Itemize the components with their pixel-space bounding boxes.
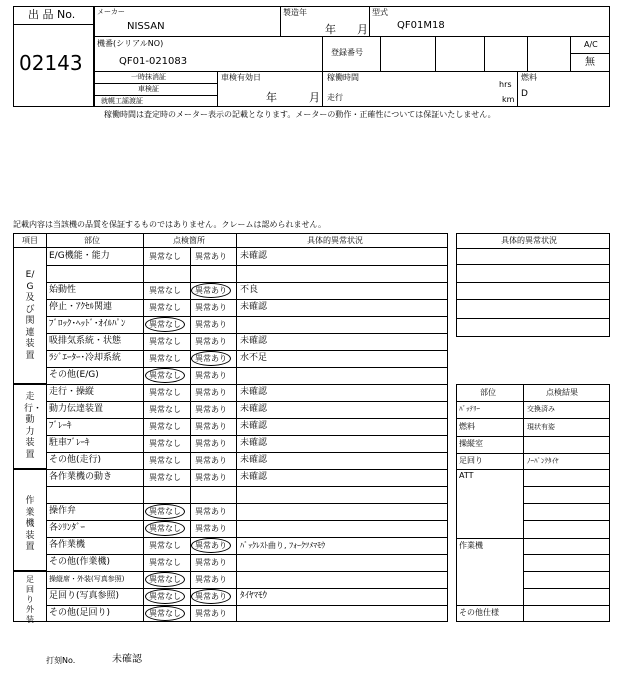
- fuel-row-label: 燃料: [459, 422, 475, 431]
- check-ok: 異常なし: [149, 473, 181, 482]
- check-ng: 異常あり: [195, 541, 227, 550]
- check-ng: 異常あり: [195, 405, 227, 414]
- check-ok: 異常なし: [149, 609, 181, 618]
- row-part: 各作業機の動き: [49, 472, 113, 482]
- ac-value: 無: [585, 57, 595, 68]
- ok-circle-mark: [145, 521, 185, 536]
- ng-circle-mark: [191, 351, 231, 366]
- check-ng: 異常あり: [195, 354, 227, 363]
- ok-circle-mark: [145, 589, 185, 604]
- header-part: 部位: [84, 236, 100, 245]
- check-ok: 異常なし: [149, 252, 181, 261]
- model-label: 型式: [372, 8, 388, 17]
- row-detail: 未確認: [240, 404, 268, 414]
- reg-label: 登録番号: [331, 48, 363, 57]
- check-ng: 異常あり: [195, 575, 227, 584]
- year-label: 製造年: [283, 8, 307, 17]
- check-ng: 異常あり: [195, 609, 227, 618]
- row-detail: 未確認: [240, 251, 268, 261]
- serial-label: 機番(シリアルNO): [97, 39, 164, 48]
- battery-label: ﾊﾞｯﾃﾘｰ: [459, 405, 480, 413]
- check-ok: 異常なし: [149, 558, 181, 567]
- check-ok: 異常なし: [149, 286, 181, 295]
- check-ng: 異常あり: [195, 252, 227, 261]
- row-part: ﾗｼﾞｴｰﾀｰ･冷却系統: [49, 353, 122, 363]
- att-label: ATT: [459, 471, 474, 480]
- group-under-label: 足回り外装: [26, 575, 34, 624]
- check-ok: 異常なし: [149, 337, 181, 346]
- ok-circle-mark: [145, 317, 185, 332]
- check-ng: 異常あり: [195, 524, 227, 533]
- row-detail: 未確認: [240, 455, 268, 465]
- header-item: 項目: [22, 236, 38, 245]
- row-part: 操作弁: [49, 506, 77, 516]
- ok-circle-mark: [145, 368, 185, 383]
- km-unit: km: [502, 95, 515, 104]
- hours-note: 稼働時間は査定時のメーター表示の記載となります。メーターの動作・正確性については保証いたしません。: [104, 110, 496, 119]
- check-ng: 異常あり: [195, 286, 227, 295]
- row-detail: ﾊﾞｯｸﾚｽﾄ曲り, ﾌｫｰｸﾂﾒﾏﾓｳ: [240, 541, 326, 550]
- row-part: その他(走行): [49, 455, 102, 465]
- check-ng: 異常あり: [195, 320, 227, 329]
- check-ok: 異常なし: [149, 405, 181, 414]
- quality-note: 記載内容は当該機の品質を保証するものではありません。クレームは認められません。: [13, 220, 326, 229]
- row-part: 操縦席・外装(写真参照): [49, 575, 125, 583]
- row-detail: 未確認: [240, 421, 268, 431]
- check-ok: 異常なし: [149, 592, 181, 601]
- check-ng: 異常あり: [195, 456, 227, 465]
- fuel-row-result: 現状有姿: [527, 423, 555, 431]
- result-header-part: 部位: [480, 388, 496, 397]
- maker-value: NISSAN: [127, 21, 165, 32]
- small-cert-label: 就幌工謡渡証: [101, 97, 143, 105]
- ok-circle-mark: [145, 504, 185, 519]
- header-detail: 具体的異常状況: [307, 236, 363, 245]
- check-ng: 異常あり: [195, 439, 227, 448]
- check-ok: 異常なし: [149, 303, 181, 312]
- check-ng: 異常あり: [195, 371, 227, 380]
- group-work-label: 作業機装置: [25, 496, 35, 552]
- row-detail: 未確認: [240, 302, 268, 312]
- check-ng: 異常あり: [195, 422, 227, 431]
- month-unit: 月: [357, 23, 368, 36]
- cab-label: 操縦室: [459, 439, 483, 448]
- hours-label: 稼働時間: [327, 73, 359, 82]
- check-ok: 異常なし: [149, 320, 181, 329]
- row-part: E/G機能・能力: [49, 251, 110, 261]
- row-part: その他(作業機): [49, 557, 111, 567]
- check-ng: 異常あり: [195, 558, 227, 567]
- hrs-unit: hrs: [499, 80, 512, 89]
- row-detail: 未確認: [240, 387, 268, 397]
- model-value: QF01M18: [397, 20, 445, 31]
- check-ok: 異常なし: [149, 422, 181, 431]
- travel-label: 走行: [327, 93, 343, 102]
- ng-circle-mark: [191, 283, 231, 298]
- row-part: その他(足回り): [49, 608, 111, 618]
- header-check: 点検箇所: [173, 236, 205, 245]
- ok-circle-mark: [145, 606, 185, 621]
- check-ng: 異常あり: [195, 388, 227, 397]
- check-ng: 異常あり: [195, 507, 227, 516]
- check-ok: 異常なし: [149, 507, 181, 516]
- row-part: 動力伝達装置: [49, 404, 104, 414]
- row-part: その他(E/G): [49, 370, 99, 380]
- result-header-result: 点検結果: [546, 388, 578, 397]
- ng-circle-mark: [191, 589, 231, 604]
- battery-result: 交換済み: [527, 405, 555, 413]
- work-label: 作業機: [459, 541, 483, 550]
- check-ok: 異常なし: [149, 439, 181, 448]
- row-detail: 未確認: [240, 438, 268, 448]
- shaken-cert-label: 車検証: [138, 85, 159, 93]
- row-part: 駐車ﾌﾞﾚｰｷ: [49, 438, 90, 448]
- undercarriage-label: 足回り: [459, 456, 483, 465]
- row-detail: 水不足: [240, 353, 268, 363]
- check-ok: 異常なし: [149, 456, 181, 465]
- serial-value: QF01-021083: [119, 56, 188, 67]
- inspection-label: 車検有効日: [221, 73, 261, 82]
- maker-label: メーカー: [97, 8, 125, 16]
- row-part: 走行・操縦: [49, 387, 95, 397]
- row-detail: 不良: [240, 285, 259, 295]
- check-ok: 異常なし: [149, 371, 181, 380]
- row-part: 始動性: [49, 285, 77, 295]
- check-ok: 異常なし: [149, 388, 181, 397]
- year-unit: 年: [325, 23, 336, 36]
- ok-circle-mark: [145, 572, 185, 587]
- lot-label: 出 品 No.: [28, 8, 76, 21]
- row-detail: 未確認: [240, 336, 268, 346]
- temp-reg-label: 一時抹消証: [131, 73, 166, 81]
- fuel-label: 燃料: [521, 73, 537, 82]
- row-detail: 未確認: [240, 472, 268, 482]
- lot-number: 02143: [19, 51, 83, 75]
- stamp-value: 未確認: [112, 654, 142, 665]
- check-ok: 異常なし: [149, 575, 181, 584]
- inspection-year-unit: 年: [266, 91, 277, 104]
- check-ng: 異常あり: [195, 337, 227, 346]
- stamp-label: 打刻No.: [46, 656, 76, 665]
- other-spec-label: その他仕様: [459, 608, 499, 617]
- inspection-month-unit: 月: [309, 91, 320, 104]
- row-part: ﾌﾞﾚｰｷ: [49, 421, 72, 431]
- check-ok: 異常なし: [149, 354, 181, 363]
- row-part: 各ｼﾘﾝﾀﾞｰ: [49, 523, 86, 533]
- group-drive-label: 走行・動力装置: [24, 392, 43, 460]
- check-ng: 異常あり: [195, 303, 227, 312]
- check-ng: 異常あり: [195, 473, 227, 482]
- row-part: 各作業機: [49, 540, 86, 550]
- row-detail: ﾀｲﾔﾏﾓｳ: [240, 591, 268, 601]
- check-ok: 異常なし: [149, 524, 181, 533]
- ac-label: A/C: [584, 40, 598, 49]
- check-ng: 異常あり: [195, 592, 227, 601]
- row-part: 吸排気系統・状態: [49, 336, 122, 346]
- check-ok: 異常なし: [149, 541, 181, 550]
- row-part: 足回り(写真参照): [49, 591, 120, 601]
- undercarriage-result: ﾉｰﾊﾟﾝｸﾀｲﾔ: [527, 457, 559, 465]
- detail-panel-header: 具体的異常状況: [501, 236, 557, 245]
- row-part: ﾌﾞﾛｯｸ･ﾍｯﾄﾞ･ｵｲﾙﾊﾟﾝ: [49, 319, 126, 329]
- group-engine-label: E/G及び関連装置: [25, 270, 35, 361]
- fuel-value: D: [521, 89, 528, 99]
- ng-circle-mark: [191, 538, 231, 553]
- row-part: 停止・ｱｸｾﾙ関連: [49, 302, 113, 312]
